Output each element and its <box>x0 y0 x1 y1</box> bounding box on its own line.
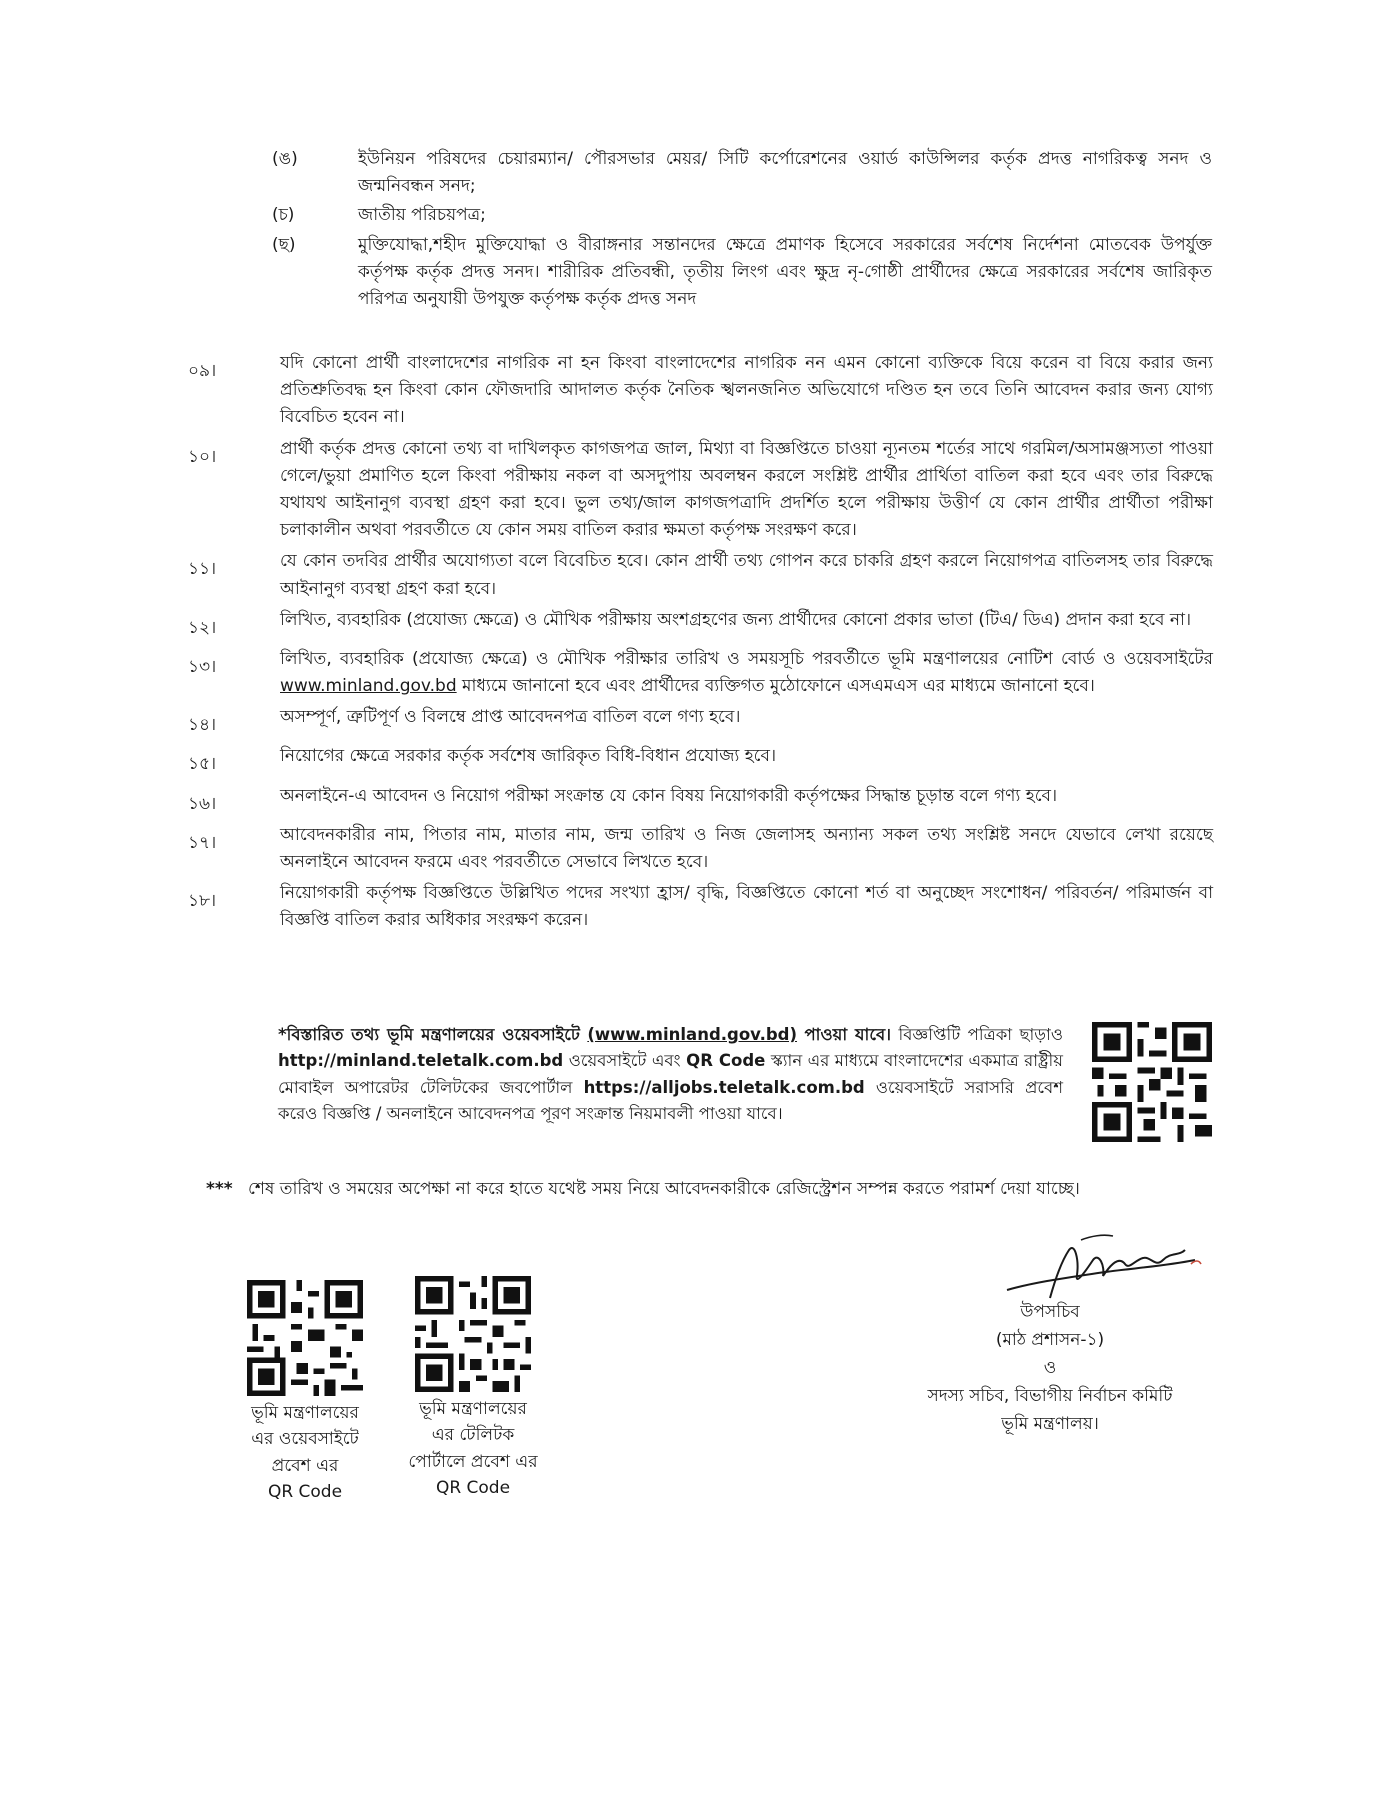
website-qr-caption <box>220 1400 390 1505</box>
list-item <box>188 646 1213 700</box>
details-lead: *বিস্তারিত তথ্য ভূমি মন্ত্রণালয়ের ওয়েবসাইটে <box>278 1025 580 1044</box>
list-item <box>188 350 1213 432</box>
details-text: ওয়েবসাইটে এবং <box>563 1051 687 1071</box>
item-number: ১৮। <box>188 891 217 912</box>
alljobs-url-link[interactable]: https://alljobs.teletalk.com.bd <box>583 1077 865 1097</box>
sub-item-label: (ছ) <box>272 234 296 255</box>
notice-text: শেষ তারিখ ও সময়ের অপেক্ষা না করে হাতে যথেষ্ট সময় নিয়ে আবেদনকারীকে রেজিস্ট্রেশন সম্পন্ন করতে পরামর্শ দেয়া যাচ্ছে। <box>248 1179 1080 1199</box>
sub-item <box>262 202 1212 229</box>
list-item <box>188 436 1213 545</box>
item-text: অনলাইনে-এ আবেদন ও নিয়োগ পরীক্ষা সংক্রান্ত যে কোন বিষয় নিয়োগকারী কর্তৃপক্ষের সিদ্ধান্ত চূড়ান্ত বলে গণ্য হবে। <box>280 785 1058 806</box>
item-text: লিখিত, ব্যবহারিক (প্রযোজ্য ক্ষেত্রে) ও মৌখিক পরীক্ষায় অংশগ্রহণের জন্য প্রার্থীদের কোনো প্রকার ভাতা (টিএ/ ডিএ) প্রদান করা হবে না। <box>280 609 1192 630</box>
item-number: ১২। <box>188 617 217 638</box>
item-number: ০৯। <box>188 361 217 381</box>
numbered-list <box>188 350 1213 939</box>
signatory-dept: (মাঠ প্রশাসন-১) <box>995 1330 1105 1351</box>
list-item <box>188 822 1213 876</box>
teletalk-url-link[interactable]: http://minland.teletalk.com.bd <box>278 1051 564 1071</box>
item-text-part: মাধ্যমে জানানো হবে এবং প্রার্থীদের ব্যক্তিগত মুঠোফোনে এসএমএস এর মাধ্যমে জানানো হবে। <box>456 676 1095 697</box>
sub-item <box>262 146 1212 200</box>
details-paragraph <box>278 1022 1063 1128</box>
qr-caption-line: এর ওয়েবসাইটে <box>251 1429 359 1450</box>
list-item <box>188 880 1213 934</box>
sub-item-text: জাতীয় পরিচয়পত্র; <box>358 205 486 226</box>
list-item <box>188 783 1213 818</box>
signatory-ministry: ভূমি মন্ত্রণালয়। <box>1001 1414 1099 1435</box>
notice-stars: *** <box>206 1179 233 1199</box>
item-text: অসম্পূর্ণ, ত্রুটিপূর্ণ ও বিলম্বে প্রাপ্ত আবেদনপত্র বাতিল বলে গণ্য হবে। <box>280 707 741 728</box>
details-text: স্ক্যান এর মাধ্যমে বাংলাদেশের একমাত্র রাষ্ট্রীয় মোবাইল অপারেটর টেলিটকের জবপোর্টাল <box>278 1051 1063 1097</box>
list-item <box>188 607 1213 642</box>
qr-code-icon <box>1092 1022 1212 1142</box>
website-qr-code-icon <box>247 1280 363 1396</box>
item-text-part: লিখিত, ব্যবহারিক (প্রযোজ্য ক্ষেত্রে) ও মৌখিক পরীক্ষার তারিখ ও সময়সূচি পরবর্তীতে ভূমি মন্ত্রণালয়ের নোটিশ বোর্ড ও ওয়েবসাইটের <box>280 648 1213 669</box>
details-text: ওয়েবসাইটে সরাসরি প্রবেশ করেও বিজ্ঞপ্তি / অনলাইনে আবেদনপত্র পূরণ সংক্রান্ত নিয়মাবলী পাওয়া যাবে। <box>278 1077 1063 1124</box>
qr-caption-line: এর টেলিটক <box>431 1425 515 1446</box>
signatory-title: উপসচিব <box>1020 1302 1080 1322</box>
details-text: বিজ্ঞপ্তিটি পত্রিকা ছাড়াও <box>891 1025 1063 1044</box>
signatory-member: সদস্য সচিব, বিভাগীয় নির্বাচন কমিটি <box>927 1386 1173 1407</box>
qr-code-label: QR Code <box>686 1051 766 1071</box>
qr-caption-line: QR Code <box>435 1478 511 1499</box>
qr-caption-line: ভূমি মন্ত্রণালয়ের <box>251 1403 359 1423</box>
sub-item <box>262 232 1212 314</box>
item-number: ১১। <box>188 559 217 580</box>
item-number: ১৪। <box>188 715 217 736</box>
list-item <box>188 548 1213 602</box>
teletalk-qr-caption <box>388 1396 558 1501</box>
signatory-block <box>900 1298 1200 1438</box>
qr-caption-line: প্রবেশ এর <box>271 1455 339 1476</box>
item-text: নিয়োগের ক্ষেত্রে সরকার কর্তৃক সর্বশেষ জারিকৃত বিধি-বিধান প্রযোজ্য হবে। <box>280 746 777 767</box>
sub-item-label: (ঙ) <box>272 149 298 169</box>
item-text: প্রার্থী কর্তৃক প্রদত্ত কোনো তথ্য বা দাখিলকৃত কাগজপত্র জাল, মিথ্যা বা বিজ্ঞপ্তিতে চাওয়া ন্যূনতম শর্তের সাথে গরমিল/অসামঞ্জস্যতা পাওয়া গেলে/ভুয়া প্রমাণিত হলে কিংবা পরীক্ষায় নকল বা অসদুপায় অবলম্বন করলে সংশ্লিষ্ট প্রার্থীর প্রার্থিতা বাতিল করা হবে এবং তার বিরুদ্ধে যথাযথ আইনানুগ ব্যবস্থা গ্রহণ করা হবে। ভুল তথ্য/জাল কাগজপত্রাদি প্রদর্শিত হলে পরীক্ষায় উত্তীর্ণ যে কোন প্রার্থীর প্রার্থীতা পরীক্ষা চলাকালীন অথবা পরবর্তীতে যে কোন সময় বাতিল করার ক্ষমতা কর্তৃপক্ষ সংরক্ষণ করে। <box>280 438 1213 541</box>
sub-item-list <box>262 146 1212 315</box>
item-number: ১৬। <box>188 793 217 814</box>
signatory-and: ও <box>1043 1358 1057 1379</box>
qr-caption-line: পোর্টালে প্রবেশ এর <box>408 1451 538 1472</box>
signature <box>995 1220 1235 1310</box>
details-lead-end: পাওয়া যাবে। <box>804 1025 892 1044</box>
item-number: ১৩। <box>188 656 217 677</box>
sub-item-text: মুক্তিযোদ্ধা,শহীদ মুক্তিযোদ্ধা ও বীরাঙ্গনার সন্তানদের ক্ষেত্রে প্রমাণক হিসেবে সরকারের সর্বশেষ নির্দেশনা মোতবেক উপর্যুক্ত কর্তৃপক্ষ কর্তৃক প্রদত্ত সনদ। শারীরিক প্রতিবন্ধী, তৃতীয় লিংগ এবং ক্ষুদ্র নৃ-গোষ্ঠী প্রার্থীদের ক্ষেত্রে সরকারের সর্বশেষ জারিকৃত পরিপত্র অনুযায়ী উপযুক্ত কর্তৃপক্ষ কর্তৃক প্রদত্ত সনদ <box>358 234 1212 309</box>
item-text: যে কোন তদবির প্রার্থীর অযোগ্যতা বলে বিবেচিত হবে। কোন প্রার্থী তথ্য গোপন করে চাকরি গ্রহণ করলে নিয়োগপত্র বাতিলসহ তার বিরুদ্ধে আইনানুগ ব্যবস্থা গ্রহণ করা হবে। <box>280 551 1213 599</box>
item-text: আবেদনকারীর নাম, পিতার নাম, মাতার নাম, জন্ম তারিখ ও নিজ জেলাসহ অন্যান্য সকল তথ্য সংশ্লিষ্ট সনদে যেভাবে লেখা রয়েছে অনলাইনে আবেদন ফরমে এবং পরবর্তীতে সেভাবে লিখতে হবে। <box>280 824 1213 872</box>
item-number: ১৫। <box>188 754 217 775</box>
qr-caption-line: ভূমি মন্ত্রণালয়ের <box>419 1399 527 1419</box>
sub-item-label: (চ) <box>272 205 295 226</box>
item-number: ১০। <box>188 446 217 467</box>
qr-caption-line: QR Code <box>267 1482 343 1503</box>
list-item <box>188 743 1213 778</box>
item-text <box>280 646 1213 700</box>
item-text: যদি কোনো প্রার্থী বাংলাদেশের নাগরিক না হন কিংবা বাংলাদেশের নাগরিক নন এমন কোনো ব্যক্তিকে বিয়ে করেন বা বিয়ে করার জন্য প্রতিশ্রুতিবদ্ধ হন কিংবা কোন ফৌজদারি আদালত কর্তৃক নৈতিক স্খলনজনিত অভিযোগে দণ্ডিত হন তবে তিনি আবেদন করার জন্য যোগ্য বিবেচিত হবেন না। <box>280 353 1213 428</box>
item-number: ১৭। <box>188 832 217 853</box>
sub-item-text: ইউনিয়ন পরিষদের চেয়ারম্যান/ পৌরসভার মেয়র/ সিটি কর্পোরেশনের ওয়ার্ড কাউন্সিলর কর্তৃক প্রদত্ত নাগরিকত্ব সনদ ও জন্মনিবন্ধন সনদ; <box>358 149 1212 197</box>
minland-site-link[interactable]: (www.minland.gov.bd) <box>587 1025 798 1044</box>
teletalk-qr-code-icon <box>415 1276 531 1392</box>
minland-website-link[interactable]: www.minland.gov.bd <box>280 676 457 697</box>
list-item <box>188 704 1213 739</box>
item-text: নিয়োগকারী কর্তৃপক্ষ বিজ্ঞপ্তিতে উল্লিখিত পদের সংখ্যা হ্রাস/ বৃদ্ধি, বিজ্ঞপ্তিতে কোনো শর্ত বা অনুচ্ছেদ সংশোধন/ পরিবর্তন/ পরিমার্জন বা বিজ্ঞপ্তি বাতিল করার অধিকার সংরক্ষণ করেন। <box>280 883 1213 931</box>
registration-notice <box>206 1176 1212 1203</box>
